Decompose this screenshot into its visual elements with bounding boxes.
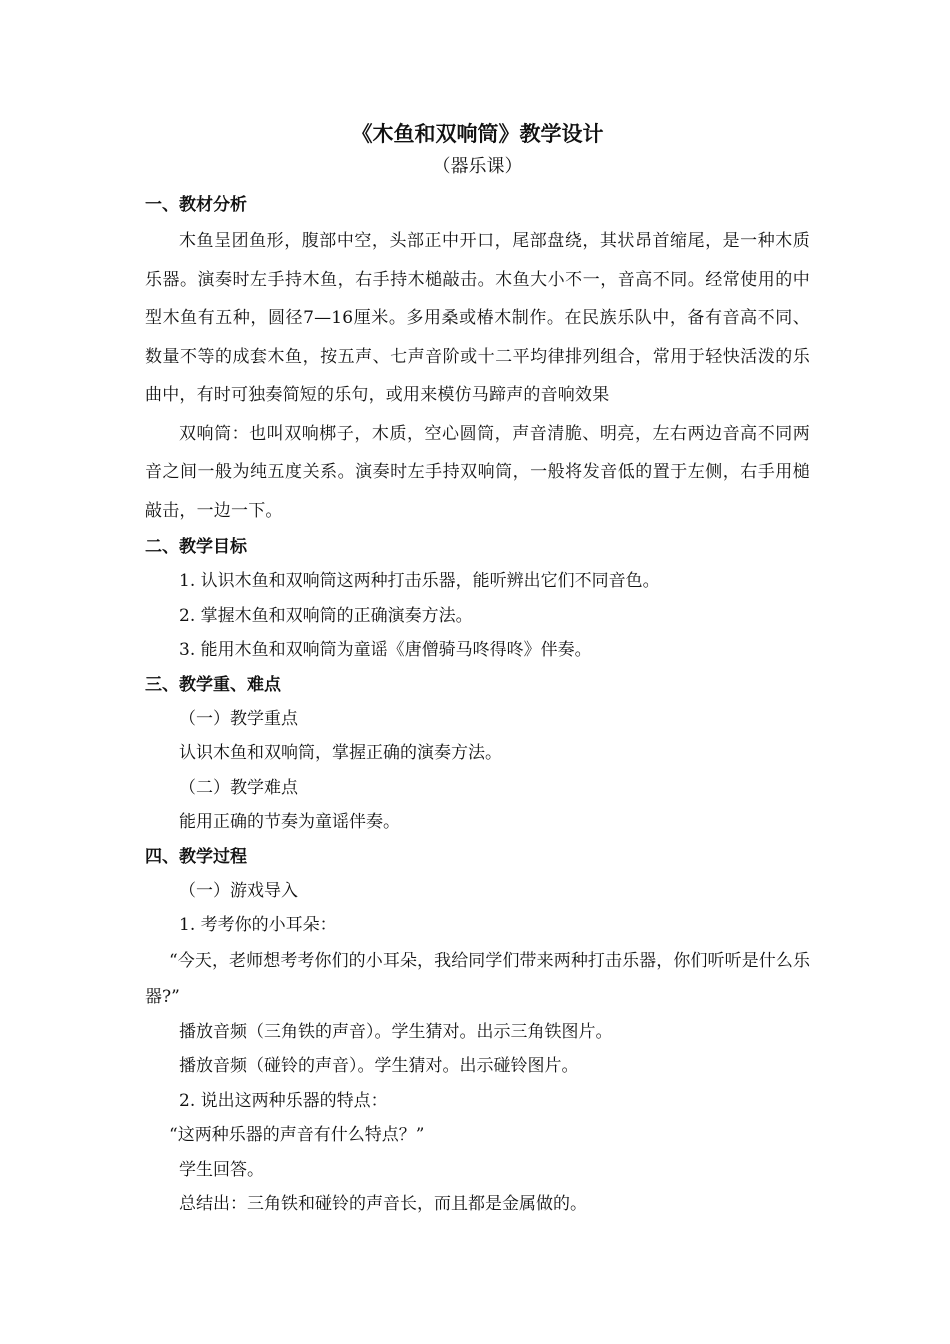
student-answer: 学生回答。 <box>179 1159 264 1180</box>
section-heading-process: 四、教学过程 <box>145 846 247 867</box>
play-audio-bell: 播放音频（碰铃的声音）。学生猜对。出示碰铃图片。 <box>179 1056 579 1076</box>
section-heading-key-points: 三、教学重、难点 <box>145 674 281 695</box>
goal-item: 3. 能用木鱼和双响筒为童谣《唐僧骑马咚得咚》伴奏。 <box>179 640 592 660</box>
quote-one: “今天，老师想考考你们的小耳朵，我给同学们带来两种打击乐器，你们听听是什么乐器?” <box>145 950 810 1007</box>
document-subtitle: （器乐课） <box>432 156 523 177</box>
goal-item: 2. 掌握木鱼和双响筒的正确演奏方法。 <box>179 605 473 626</box>
quote-two: “这两种乐器的声音有什么特点？” <box>169 1125 425 1145</box>
summary-text: 总结出：三角铁和碰铃的声音长，而且都是金属做的。 <box>179 1194 587 1214</box>
subheading-key-point: （一）教学重点 <box>179 708 298 729</box>
paragraph-muyu: 木鱼呈团鱼形，腹部中空，头部正中开口，尾部盘绕，其状昂首缩尾，是一种木质乐器。演奏时左手持木鱼，右手持木槌敲击。木鱼大小不一，音高不同。经常使用的中型木鱼有五种，圆径7—16厘米。多用桑或椿木制作。在民族乐队中，备有音高不同、数量不等的成套木鱼，按五声、七声音阶或十二平均律排列组合，常用于轻快活泼的乐曲中，有时可独奏简短的乐句，或用来模仿马蹄声的音响效果 <box>145 231 810 405</box>
goal-item: 1. 认识木鱼和双响筒这两种打击乐器，能听辨出它们不同音色。 <box>179 571 660 591</box>
subheading-difficulty: （二）教学难点 <box>179 777 298 798</box>
section-heading-goals: 二、教学目标 <box>145 537 247 557</box>
key-point-text: 认识木鱼和双响筒，掌握正确的演奏方法。 <box>179 743 502 763</box>
subheading-game-intro: （一）游戏导入 <box>179 880 298 901</box>
step-two: 2. 说出这两种乐器的特点： <box>179 1090 388 1111</box>
section-heading-analysis: 一、教材分析 <box>145 195 247 215</box>
difficulty-text: 能用正确的节奏为童谣伴奏。 <box>179 812 400 832</box>
play-audio-triangle: 播放音频（三角铁的声音）。学生猜对。出示三角铁图片。 <box>179 1021 613 1042</box>
paragraph-shuangxiangtong: 双响筒：也叫双响梆子，木质，空心圆筒，声音清脆、明亮，左右两边音高不同两音之间一般为纯五度关系。演奏时左手持双响筒，一般将发音低的置于左侧，右手用槌敲击，一边一下。 <box>145 423 810 521</box>
document-title: 《木鱼和双响筒》教学设计 <box>351 121 604 146</box>
document-page <box>145 118 810 1222</box>
step-one: 1. 考考你的小耳朵： <box>179 915 337 935</box>
